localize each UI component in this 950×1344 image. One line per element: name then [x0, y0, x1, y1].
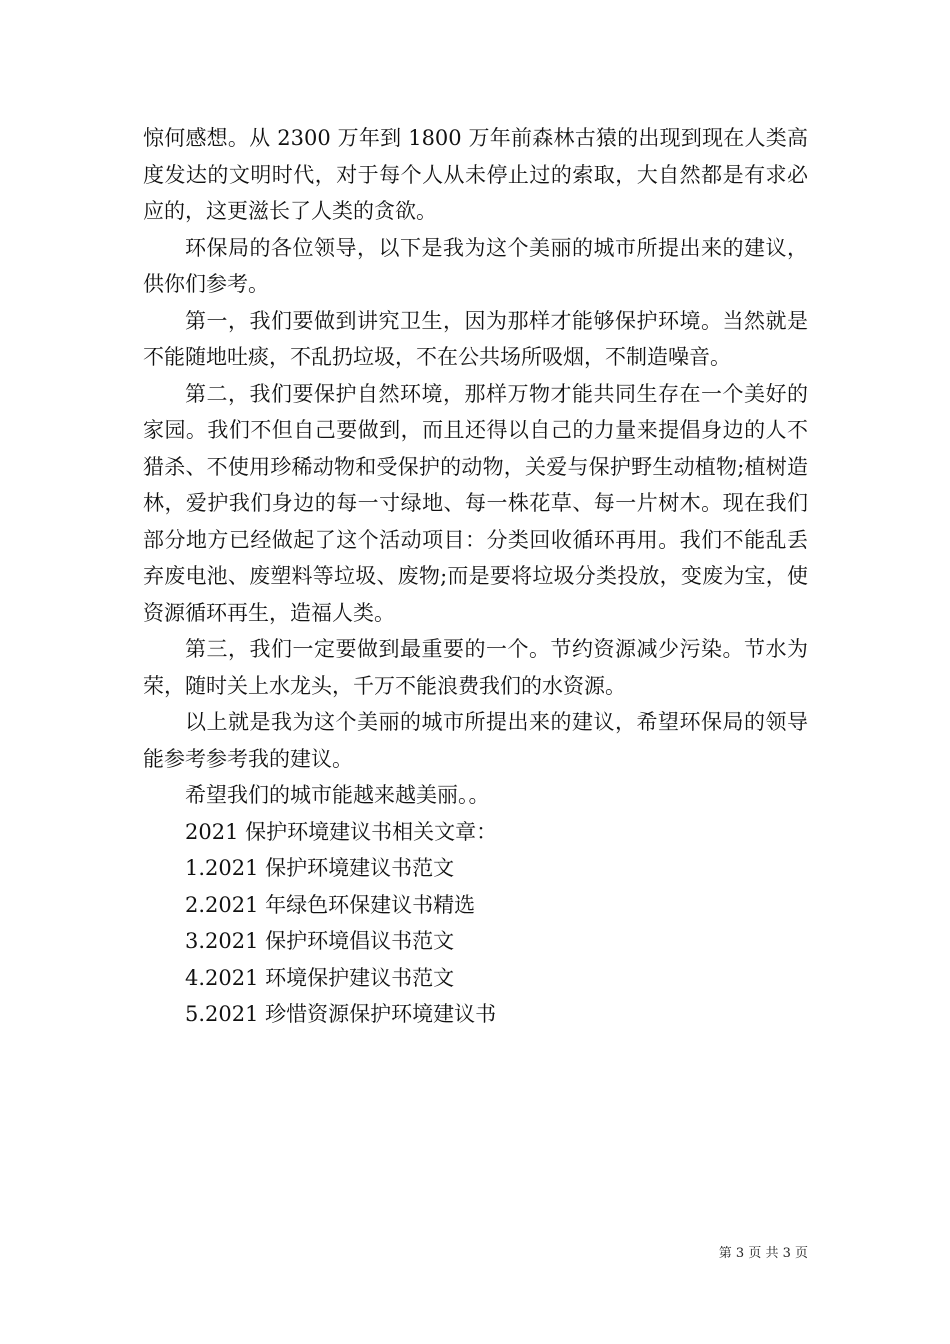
related-articles-heading: 2021 保护环境建议书相关文章： — [185, 819, 498, 844]
related-article-link[interactable]: 2.2021 年绿色环保建议书精选 — [185, 892, 476, 917]
page-number-footer: 第 3 页 共 3 页 — [718, 1246, 808, 1261]
related-article-link[interactable]: 4.2021 环境保护建议书范文 — [185, 965, 455, 990]
paragraph-conclusion: 以上就是我为这个美丽的城市所提出来的建议，希望环保局的领导能参考参考我的建议。 — [143, 710, 808, 771]
related-article-link[interactable]: 1.2021 保护环境建议书范文 — [185, 856, 455, 880]
paragraph-wish: 希望我们的城市能越来越美丽。。 — [185, 783, 490, 807]
paragraph-address: 环保局的各位领导，以下是我为这个美丽的城市所提出来的建议，供你们参考。 — [143, 235, 808, 296]
paragraph-point-two: 第二，我们要保护自然环境，那样万物才能共同生存在一个美好的家园。我们不但自己要做到，而且还得以自己的力量来提倡身边的人不猎杀、不使用珍稀动物和受保护的动物，关爱与保护野生动植物;植树造林，爱护我们身边的每一寸绿地、每一株花草、每一片树木。现在我们部分地方已经做起了这个活动项目：分类回收循环再用。我们不能乱丢弃废电池、废塑料等垃圾、废物;而是要将垃圾分类投放，变废为宝，使资源循环再生，造福人类。 — [143, 381, 808, 625]
paragraph-point-one: 第一，我们要做到讲究卫生，因为那样才能够保护环境。当然就是不能随地吐痰，不乱扔垃圾，不在公共场所吸烟，不制造噪音。 — [143, 308, 808, 369]
paragraph-continuation: 惊何感想。从 2300 万年到 1800 万年前森林古猿的出现到现在人类高度发达的文明时代，对于每个人从未停止过的索取，大自然都是有求必应的，这更滋长了人类的贪欲。 — [143, 126, 808, 223]
related-article-link[interactable]: 5.2021 珍惜资源保护环境建议书 — [185, 1002, 497, 1026]
related-article-link[interactable]: 3.2021 保护环境倡议书范文 — [185, 929, 455, 953]
document-body — [143, 120, 808, 1033]
paragraph-point-three: 第三，我们一定要做到最重要的一个。节约资源减少污染。节水为荣，随时关上水龙头，千万不能浪费我们的水资源。 — [143, 637, 808, 698]
related-articles-list — [143, 850, 808, 1033]
